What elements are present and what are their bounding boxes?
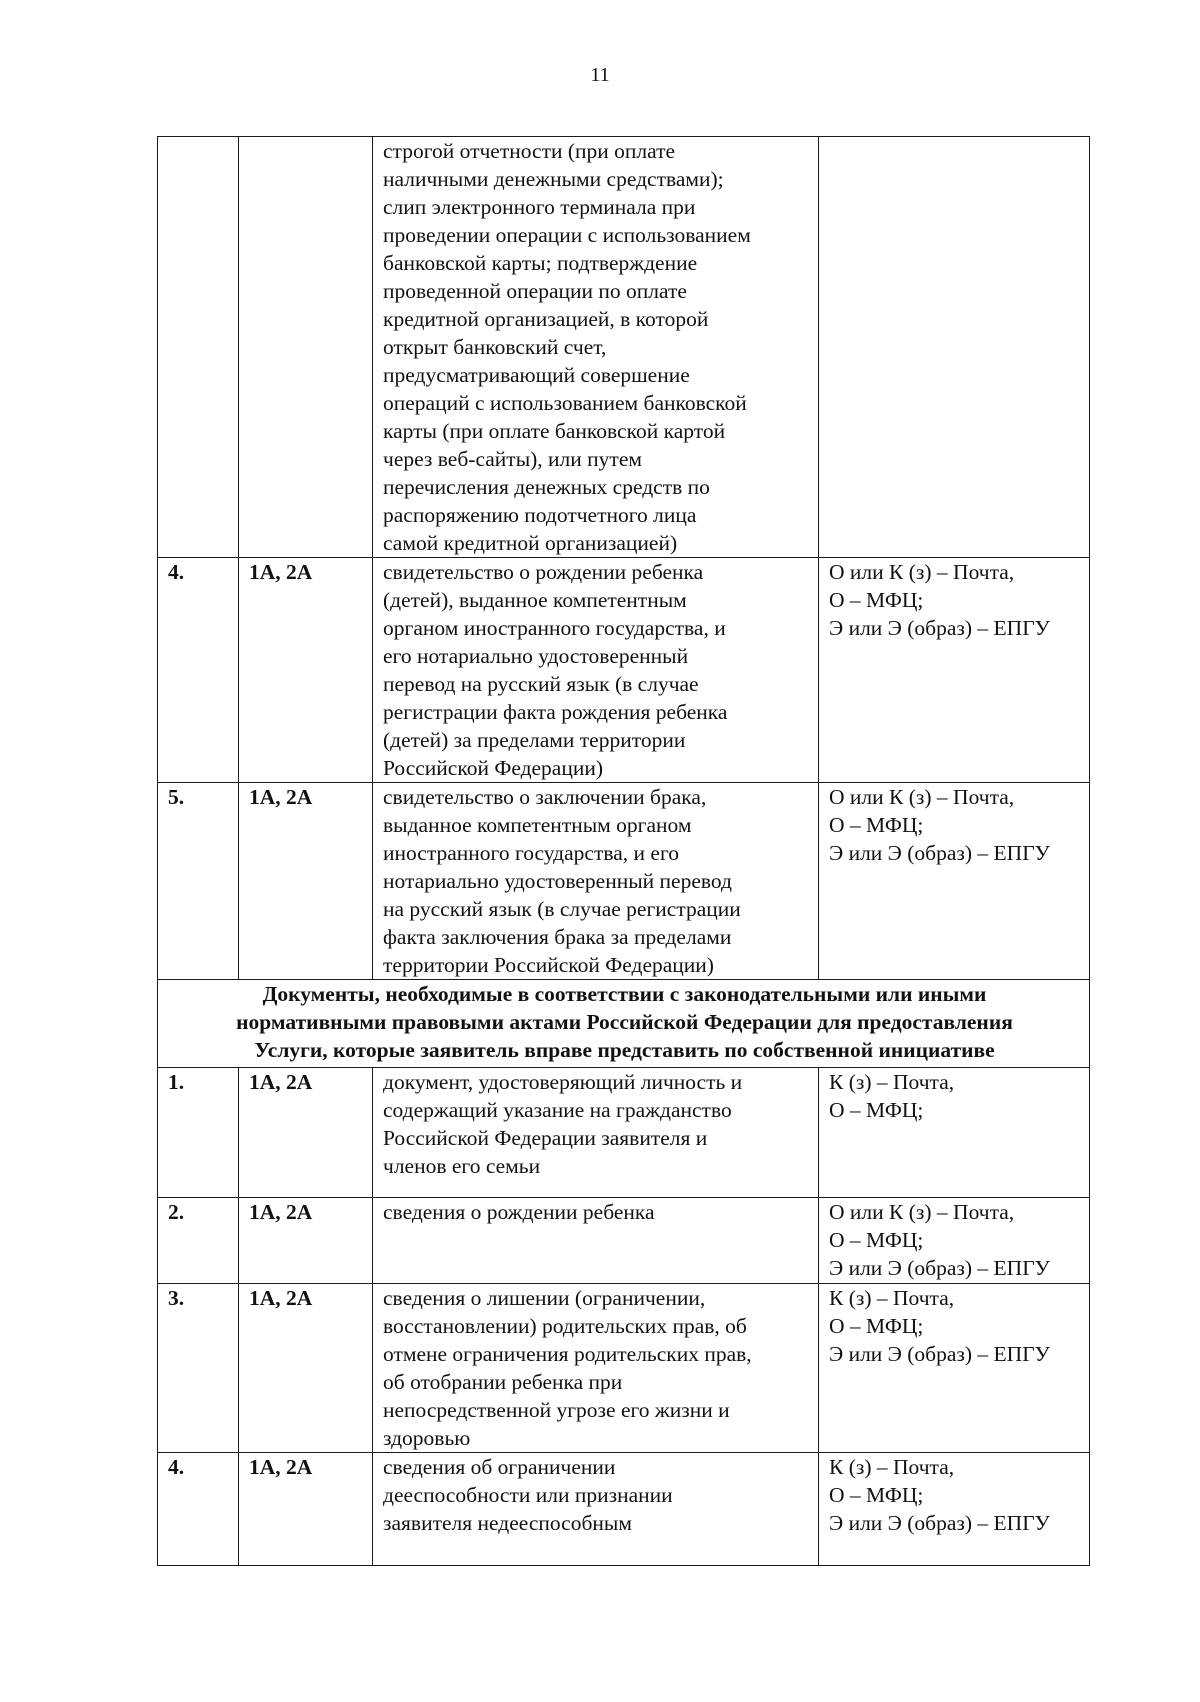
section-heading-line: Документы, необходимые в соответствии с законодательными или иными [262,982,987,1006]
table-row [158,783,1090,980]
row-category: 1А, 2А [239,558,373,783]
document-line: карты (при оплате банковской картой [383,419,726,443]
row-submission-method [819,1284,1090,1453]
page-number: 11 [590,64,610,86]
document-line: выданное компетентным органом [383,813,692,837]
method-line: О – МФЦ; [829,1228,924,1252]
document-line: свидетельство о рождении ребенка [383,560,704,584]
row-category [239,137,373,558]
document-line: перечисления денежных средств по [383,475,710,499]
document-line: дееспособности или признании [383,1483,673,1507]
table-row [158,137,1090,558]
document-line: Российской Федерации заявителя и [383,1126,708,1150]
row-submission-method [819,1198,1090,1284]
row-number: 5. [158,783,239,980]
row-document [373,1284,819,1453]
document-line: здоровью [383,1426,471,1450]
method-line: Э или Э (образ) – ЕПГУ [829,616,1050,640]
section-header-row [158,980,1090,1068]
row-document [373,558,819,783]
document-line: сведения о лишении (ограничении, [383,1286,706,1310]
method-line: О – МФЦ; [829,813,924,837]
document-line: строгой отчетности (при оплате [383,139,676,163]
documents-table [157,136,1090,1566]
document-line: иностранного государства, и его [383,841,679,865]
document-line: заявителя недееспособным [383,1511,632,1535]
document-line: содержащий указание на гражданство [383,1098,732,1122]
document-line: органом иностранного государства, и [383,616,726,640]
document-line: регистрации факта рождения ребенка [383,700,728,724]
row-number: 1. [158,1068,239,1198]
document-line: проведении операции с использованием [383,223,751,247]
document-line: Российской Федерации) [383,756,604,780]
document-line: предусматривающий совершение [383,363,690,387]
method-line: Э или Э (образ) – ЕПГУ [829,841,1050,865]
row-category: 1А, 2А [239,1453,373,1566]
method-line: О или К (з) – Почта, [829,560,1015,584]
document-line: на русский язык (в случае регистрации [383,897,741,921]
document-line: проведенной операции по оплате [383,279,687,303]
row-number: 3. [158,1284,239,1453]
document-line: факта заключения брака за пределами [383,925,732,949]
document-line: банковской карты; подтверждение [383,251,698,275]
method-line: К (з) – Почта, [829,1286,955,1310]
method-line: Э или Э (образ) – ЕПГУ [829,1342,1050,1366]
document-line: членов его семьи [383,1154,541,1178]
table-row [158,558,1090,783]
document-line: (детей) за пределами территории [383,728,686,752]
document-line: открыт банковский счет, [383,335,607,359]
document-line: распоряжению подотчетного лица [383,503,697,527]
document-line: перевод на русский язык (в случае [383,672,699,696]
row-number [158,137,239,558]
row-category: 1А, 2А [239,1068,373,1198]
table-row [158,1068,1090,1198]
row-document [373,1068,819,1198]
method-line: О – МФЦ; [829,1314,924,1338]
document-line: свидетельство о заключении брака, [383,785,707,809]
table-row [158,1198,1090,1284]
method-line: К (з) – Почта, [829,1455,955,1479]
document-line: непосредственной угрозе его жизни и [383,1398,730,1422]
document-line: восстановлении) родительских прав, об [383,1314,747,1338]
row-category: 1А, 2А [239,1284,373,1453]
document-line: через веб-сайты), или путем [383,447,642,471]
row-submission-method [819,1453,1090,1566]
row-submission-method [819,137,1090,558]
row-submission-method [819,783,1090,980]
section-heading-line: Услуги, которые заявитель вправе представить по собственной инициативе [254,1038,995,1062]
row-document [373,137,819,558]
table-row [158,1453,1090,1566]
method-line: Э или Э (образ) – ЕПГУ [829,1256,1050,1280]
document-line: слип электронного терминала при [383,195,696,219]
table-row [158,1284,1090,1453]
document-line: документ, удостоверяющий личность и [383,1070,743,1094]
row-number: 4. [158,558,239,783]
method-line: К (з) – Почта, [829,1070,955,1094]
row-document [373,1453,819,1566]
method-line: Э или Э (образ) – ЕПГУ [829,1511,1050,1535]
method-line: О – МФЦ; [829,1483,924,1507]
document-line: об отобрании ребенка при [383,1370,623,1394]
document-line: отмене ограничения родительских прав, [383,1342,752,1366]
document-line: нотариально удостоверенный перевод [383,869,732,893]
section-heading-line: нормативными правовыми актами Российской Федерации для предоставления [236,1010,1013,1034]
row-number: 2. [158,1198,239,1284]
method-line: О – МФЦ; [829,1098,924,1122]
row-number: 4. [158,1453,239,1566]
document-line: наличными денежными средствами); [383,167,724,191]
document-line: его нотариально удостоверенный [383,644,689,668]
document-line: территории Российской Федерации) [383,953,714,977]
document-line: кредитной организацией, в которой [383,307,709,331]
row-submission-method [819,1068,1090,1198]
row-submission-method [819,558,1090,783]
method-line: О – МФЦ; [829,588,924,612]
row-document [373,783,819,980]
document-line: сведения о рождении ребенка [383,1200,655,1224]
section-heading [158,980,1090,1068]
row-category: 1А, 2А [239,1198,373,1284]
row-document [373,1198,819,1284]
method-line: О или К (з) – Почта, [829,785,1015,809]
document-line: самой кредитной организацией) [383,531,678,555]
document-line: сведения об ограничении [383,1455,616,1479]
document-line: операций с использованием банковской [383,391,747,415]
row-category: 1А, 2А [239,783,373,980]
document-line: (детей), выданное компетентным [383,588,687,612]
method-line: О или К (з) – Почта, [829,1200,1015,1224]
